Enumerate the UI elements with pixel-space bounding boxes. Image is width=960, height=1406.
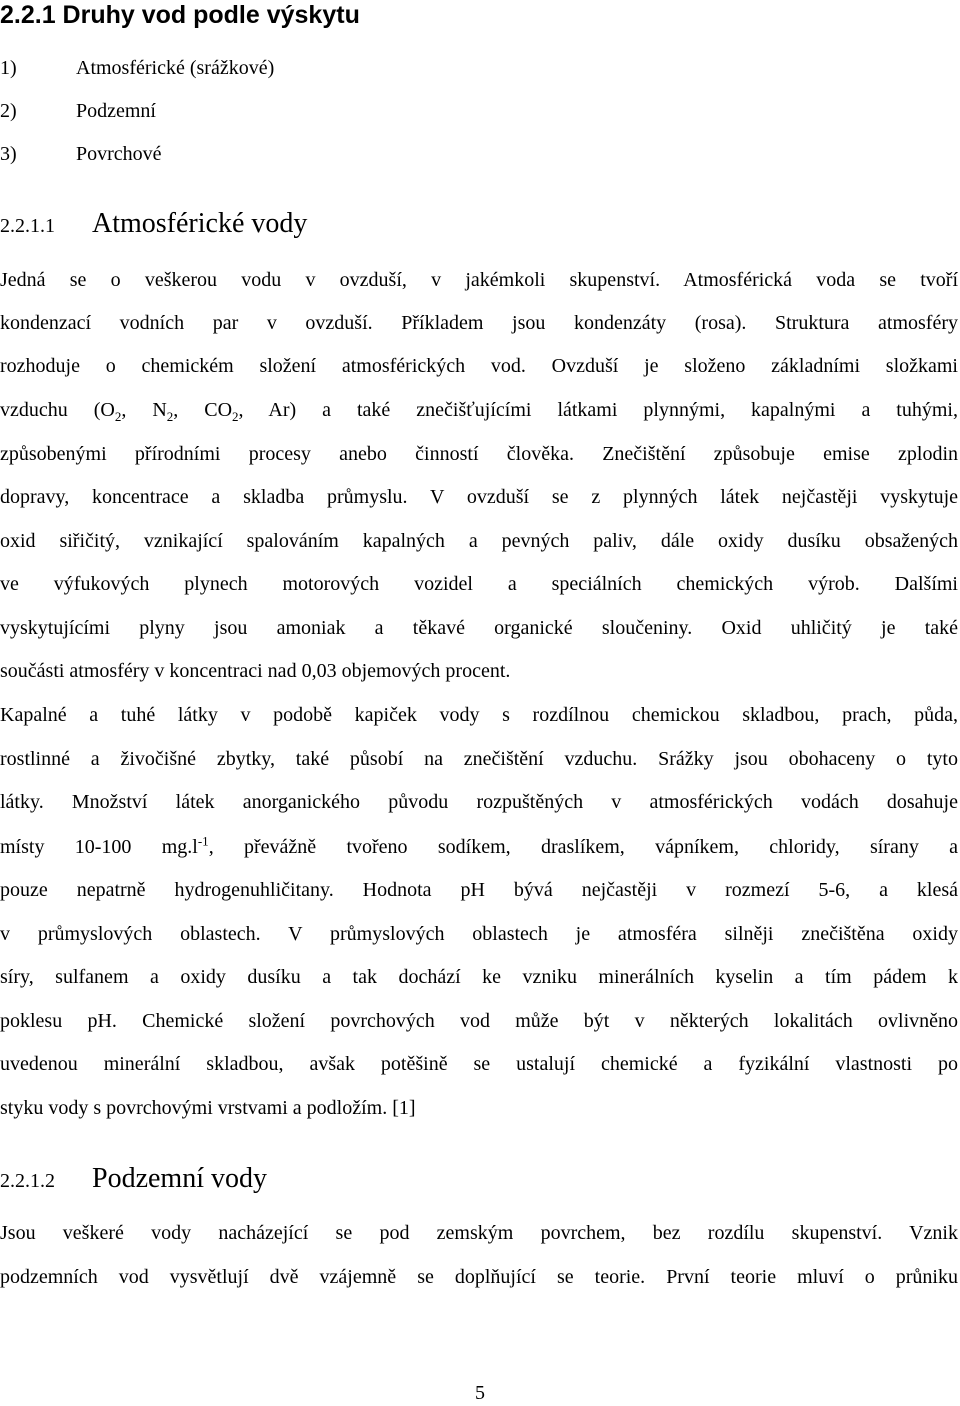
superscript: -1 <box>197 833 209 849</box>
paragraph-line: poklesu pH. Chemické složení povrchových vod může být v některých lokalitách ovlivněno <box>0 1010 958 1032</box>
subsection-heading <box>0 1163 267 1195</box>
paragraph-line: rozhoduje o chemickém složení atmosférických vod. Ovzduší je složeno základními složkami <box>0 355 958 377</box>
list-item-text: Atmosférické (srážkové) <box>76 57 275 79</box>
paragraph-line: oxid siřičitý, vznikající spalováním kapalných a pevných paliv, dále oxidy dusíku obsažených <box>0 530 958 552</box>
paragraph-line: Jsou veškeré vody nacházející se pod zemským povrchem, bez rozdílu skupenství. Vznik <box>0 1222 958 1244</box>
paragraph-line: rostlinné a živočišné zbytky, také působí na znečištění vzduchu. Srážky jsou obohaceny o tyto <box>0 748 958 770</box>
paragraph-line: součásti atmosféry v koncentraci nad 0,03 objemových procent. <box>0 660 511 682</box>
paragraph-line <box>0 397 958 423</box>
list-item <box>0 55 274 81</box>
list-item-text: Povrchové <box>76 143 162 165</box>
subsection-title: Atmosférické vody <box>92 208 308 239</box>
paragraph-line: vyskytujícími plyny jsou amoniak a těkavé organické sloučeniny. Oxid uhličitý je také <box>0 617 958 639</box>
list-item-number: 2) <box>0 100 17 122</box>
paragraph-line: Kapalné a tuhé látky v podobě kapiček vody s rozdílnou chemickou skladbou, prach, půda, <box>0 704 958 726</box>
list-item-text: Podzemní <box>76 100 156 122</box>
subscript: 2 <box>232 409 239 424</box>
paragraph-line: styku vody s povrchovými vrstvami a podložím. [1] <box>0 1097 416 1119</box>
paragraph-line: ve výfukových plynech motorových vozidel a speciálních chemických výrob. Dalšími <box>0 573 958 595</box>
text-run: , N <box>121 399 167 421</box>
subsection-heading <box>0 208 307 240</box>
text-run: , převážně tvořeno sodíkem, draslíkem, vápníkem, chloridy, sírany a <box>208 836 958 858</box>
list-item-number: 3) <box>0 143 17 165</box>
paragraph-line: podzemních vod vysvětlují dvě vzájemně se doplňující se teorie. První teorie mluví o průniku <box>0 1266 958 1288</box>
paragraph-line: Jedná se o veškerou vodu v ovzduší, v jakémkoli skupenství. Atmosférická voda se tvoří <box>0 269 958 291</box>
paragraph-line <box>0 834 958 860</box>
text-run: místy 10-100 mg.l <box>0 836 198 858</box>
text-run: vzduchu (O <box>0 399 115 421</box>
paragraph-line: pouze nepatrně hydrogenuhličitany. Hodnota pH bývá nejčastěji v rozmezí 5-6, a klesá <box>0 879 958 901</box>
subscript: 2 <box>166 409 174 424</box>
paragraph-line: síry, sulfanem a oxidy dusíku a tak dochází ke vzniku minerálních kyselin a tím pádem k <box>0 966 958 988</box>
paragraph-line: v průmyslových oblastech. V průmyslových oblastech je atmosféra silněji znečištěna oxidy <box>0 923 958 945</box>
page-number: 5 <box>475 1382 485 1404</box>
list-item <box>0 98 156 124</box>
paragraph-line: kondenzací vodních par v ovzduší. Příkladem jsou kondenzáty (rosa). Struktura atmosféry <box>0 312 958 334</box>
paragraph-line: způsobenými přírodními procesy anebo činností člověka. Znečištění způsobuje emise zplodin <box>0 443 958 465</box>
list-item <box>0 141 162 167</box>
paragraph-line: uvedenou minerální skladbou, avšak potěšině se ustalují chemické a fyzikální vlastnosti po <box>0 1053 958 1075</box>
subsection-number: 2.2.1.2 <box>0 1170 55 1192</box>
subsection-number: 2.2.1.1 <box>0 215 55 237</box>
list-item-number: 1) <box>0 57 17 79</box>
text-run: , CO <box>173 399 233 421</box>
text-run: , Ar) a také znečišťujícími látkami plynnými, kapalnými a tuhými, <box>238 399 958 421</box>
subscript: 2 <box>114 409 122 424</box>
section-heading: 2.2.1 Druhy vod podle výskytu <box>0 1 360 29</box>
paragraph-line: látky. Množství látek anorganického původu rozpuštěných v atmosférických vodách dosahuje <box>0 791 958 813</box>
paragraph-line: dopravy, koncentrace a skladba průmyslu. V ovzduší se z plynných látek nejčastěji vyskytuje <box>0 486 958 508</box>
subsection-title: Podzemní vody <box>92 1163 267 1194</box>
